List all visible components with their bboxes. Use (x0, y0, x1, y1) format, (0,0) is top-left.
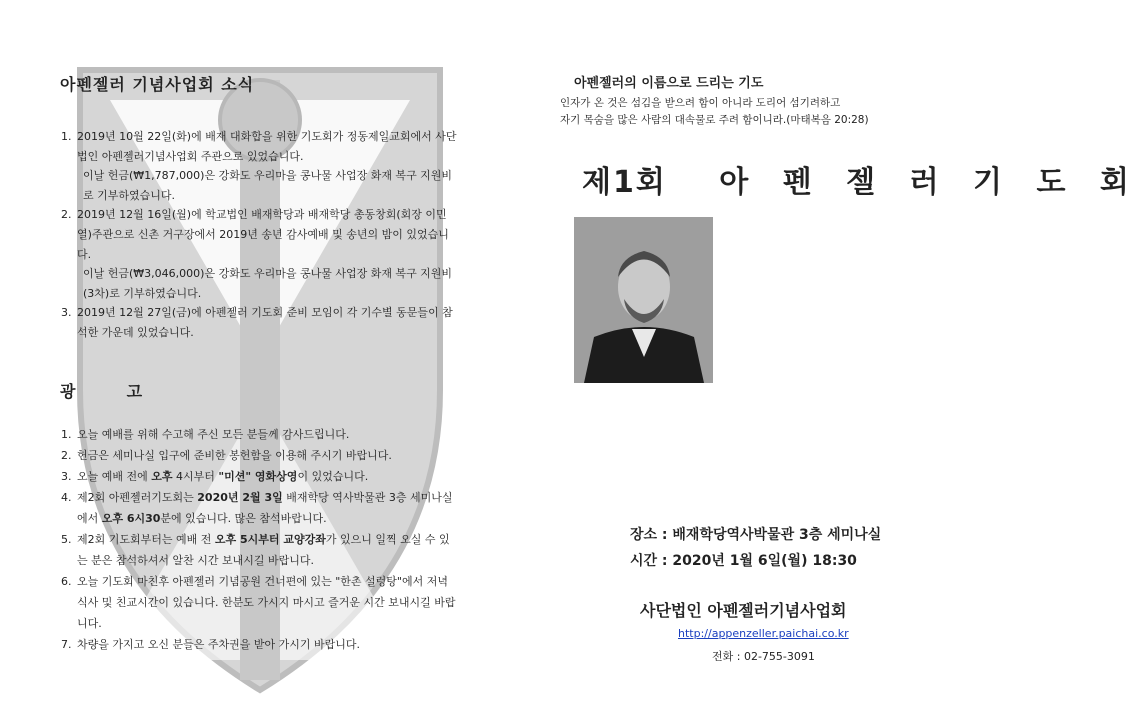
news-list (60, 127, 460, 343)
news-item (75, 127, 460, 205)
ad-text: 배재학당 역사박물관 3층 세미나실에서 (77, 490, 453, 525)
ad-text: 제2회 기도회부터는 예배 전 (77, 532, 215, 546)
right-panel (560, 60, 1131, 663)
ad-text: 헌금은 세미나실 입구에 준비한 봉헌함을 이용해 주시기 바랍니다. (77, 448, 392, 462)
title-char: 도 (1036, 165, 1068, 200)
ad-emphasis: "미션" 영화상영 (218, 469, 298, 483)
prayer-heading: 아펜젤러의 이름으로 드리는 기도 (574, 76, 764, 91)
title-prefix: 제1회 (582, 165, 667, 200)
ad-item (75, 487, 460, 529)
title-char: 아 (719, 165, 751, 200)
ad-text: 분에 있습니다. 많은 참석바랍니다. (160, 511, 327, 525)
organization-name: 사단법인 아펜젤러기념사업회 (640, 601, 847, 620)
news-item-note: 이날 헌금(₩3,046,000)은 강화도 우리마을 콩나물 사업장 화재 복구 지원비(3차)로 기부하였습니다. (83, 267, 453, 300)
portrait-photo (574, 217, 713, 383)
main-title (582, 157, 1131, 201)
left-panel (60, 60, 460, 655)
ad-emphasis: 오후 (151, 469, 173, 483)
ad-emphasis: 오후 5시부터 교양강좌 (214, 532, 326, 546)
ad-text: 오늘 예배 전에 (77, 469, 152, 483)
title-char: 펜 (782, 165, 814, 200)
ad-emphasis: 2020년 2월 3일 (197, 490, 283, 504)
ad-item (75, 424, 460, 445)
ad-item (75, 529, 460, 571)
news-item (75, 205, 460, 303)
title-char: 회 (1099, 165, 1131, 200)
ad-text: 가 있으니 일찍 오실 수 있는 분은 참석하셔서 알찬 시간 보내시길 바랍니다. (77, 532, 450, 567)
event-time: 시간 : 2020년 1월 6일(월) 18:30 (630, 553, 857, 569)
news-item-text: 2019년 10월 22일(화)에 배재 대화합을 위한 기도회가 정동제일교회에서 사단법인 아펜젤러기념사업회 주관으로 있었습니다. (77, 130, 457, 163)
ad-item (75, 466, 460, 487)
ad-text: 4시부터 (172, 469, 219, 483)
website-link[interactable]: http://appenzeller.paichai.co.kr (678, 627, 849, 640)
ad-item (75, 445, 460, 466)
event-place: 장소 : 배재학당역사박물관 3층 세미나실 (630, 527, 882, 543)
news-item-text: 2019년 12월 27일(금)에 아펜젤러 기도회 준비 모임이 각 기수별 동문들이 참석한 가운데 있었습니다. (77, 306, 453, 339)
ad-title-char: 광 (60, 381, 76, 401)
ad-text: 이 있었습니다. (297, 469, 369, 483)
news-item-text: 2019년 12월 16일(월)에 학교법인 배재학당과 배재학당 총동창회(회장 이민열)주관으로 신촌 거구장에서 2019년 송년 감사예배 및 송년의 밤이 있었습니다. (77, 208, 449, 261)
ad-emphasis: 오후 6시30 (101, 511, 161, 525)
title-char: 기 (973, 165, 1005, 200)
ad-title (60, 379, 460, 402)
news-item (75, 303, 460, 342)
ad-item (75, 571, 460, 634)
ad-text: 오늘 예배를 위해 수고해 주신 모든 분들께 감사드립니다. (77, 427, 350, 441)
title-char: 젤 (846, 165, 878, 200)
ad-text: 제2회 아펜젤러기도회는 (77, 490, 198, 504)
news-item-note: 이날 헌금(₩1,787,000)은 강화도 우리마을 콩나물 사업장 화재 복구 지원비로 기부하였습니다. (83, 169, 453, 202)
ad-list (60, 424, 460, 655)
ad-text: 오늘 기도회 마친후 아펜젤러 기념공원 건너편에 있는 "한촌 설렁탕"에서 저녁 식사 및 친교시간이 있습니다. 한분도 가시지 마시고 즐거운 시간 보내시길 바랍니다. (77, 574, 456, 630)
event-info (630, 522, 881, 574)
news-title: 아펜젤러 기념사업회 소식 (60, 75, 255, 94)
ad-title-char: 고 (126, 381, 143, 401)
ad-item (75, 634, 460, 655)
ad-text: 차량을 가지고 오신 분들은 주차권을 받아 가시기 바랍니다. (77, 637, 360, 651)
phone-number: 전화 : 02-755-3091 (712, 650, 815, 663)
title-char: 러 (909, 165, 941, 200)
verse-line: 인자가 온 것은 섬김을 받으려 함이 아니라 도리어 섬기려하고 (560, 97, 841, 109)
verse-line: 자기 목숨을 많은 사람의 대속물로 주려 함이니라.(마태복음 20:28) (560, 114, 869, 126)
